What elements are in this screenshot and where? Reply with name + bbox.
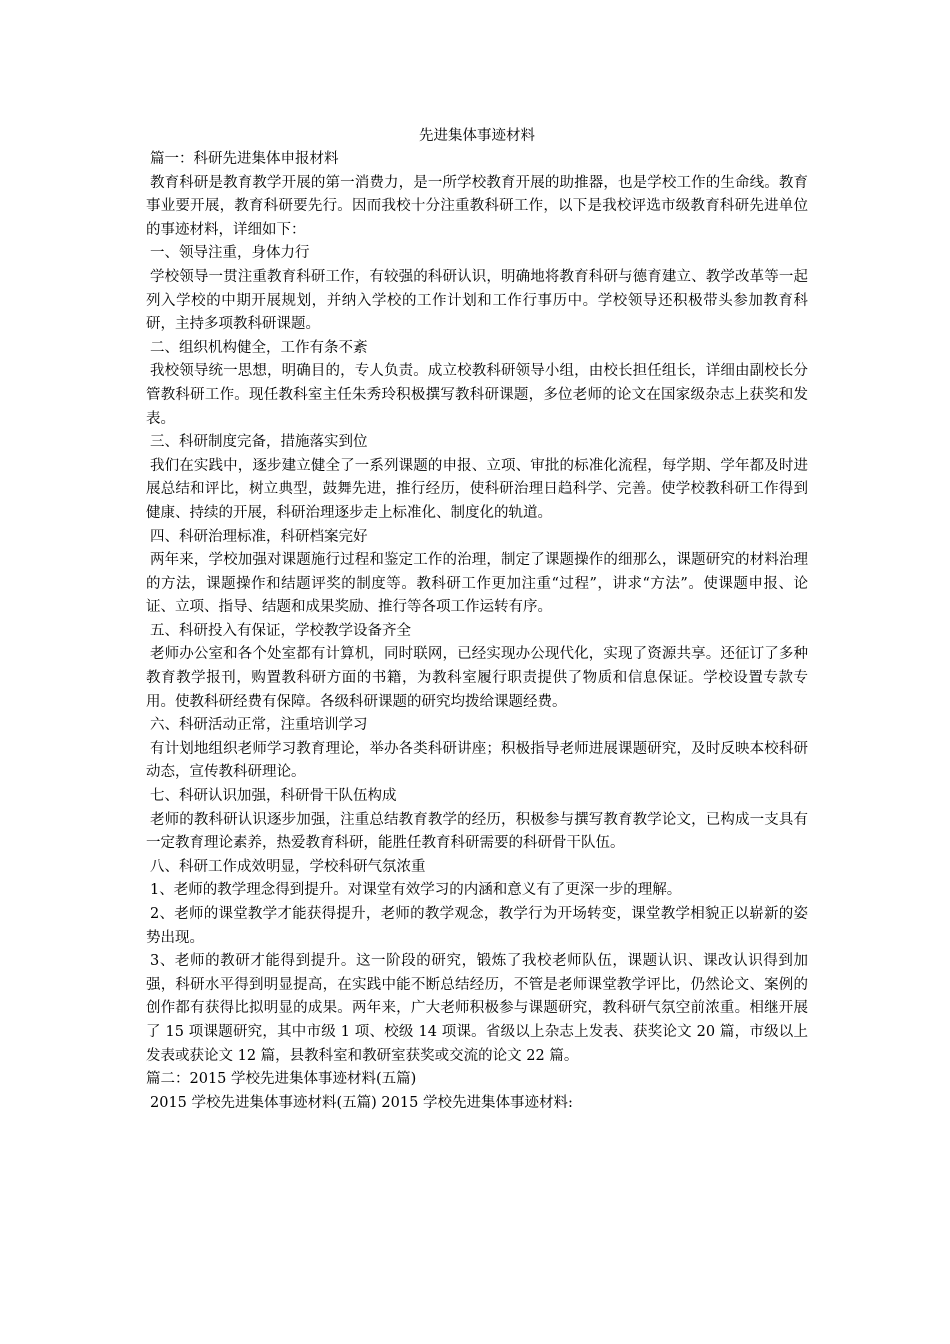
section-5-heading: 五、科研投入有保证，学校教学设备齐全 <box>150 622 411 639</box>
intro-paragraph: 教育科研是教育教学开展的第一消费力，是一所学校教育开展的助推器，也是学校工作的生命线。教育事业要开展，教育科研要先行。因而我校十分注重教科研工作，以下是我校评选市级教育科研先进单位的事迹材料，详细如下： <box>146 174 808 238</box>
part2-line: 2015 学校先进集体事迹材料(五篇) 2015 学校先进集体事迹材料: <box>150 1094 573 1111</box>
section-6-body: 有计划地组织老师学习教育理论，举办各类科研讲座；积极指导老师进展课题研究，及时反映本校科研动态，宣传教科研理论。 <box>146 740 808 781</box>
document-title: 先进集体事迹材料 <box>419 128 535 144</box>
section-3-heading: 三、科研制度完备，措施落实到位 <box>150 434 368 451</box>
section-4-heading: 四、科研治理标准，科研档案完好 <box>150 528 368 545</box>
section-3-body: 我们在实践中，逐步建立健全了一系列课题的申报、立项、审批的标准化流程，每学期、学年都及时进展总结和评比，树立典型，鼓舞先进，推行经历，使科研治理日趋科学、完善。使学校教科研工作得到健康、持续的开展，科研治理逐步走上标准化、制度化的轨道。 <box>146 457 808 521</box>
part1-heading: 篇一：科研先进集体申报材料 <box>150 151 339 167</box>
section-5-body: 老师办公室和各个处室都有计算机，同时联网，已经实现办公现代化，实现了资源共享。还征订了多种教育教学报刊，购置教科研方面的书籍，为教科室履行职责提供了物质和信息保证。学校设置专款专用。使教科研经费有保障。各级科研课题的研究均拨给课题经费。 <box>146 646 808 710</box>
section-4-body: 两年来，学校加强对课题施行过程和鉴定工作的治理，制定了课题操作的细那么，课题研究的材料治理的方法，课题操作和结题评奖的制度等。教科研工作更加注重“过程”，讲求“方法”。使课题申报、论证、立项、指导、结题和成果奖励、推行等各项工作运转有序。 <box>146 552 808 616</box>
section-8-item-2: 2、老师的课堂教学才能获得提升，老师的教学观念，教学行为开场转变，课堂教学相貌正以崭新的姿势出现。 <box>146 906 808 946</box>
section-6-heading: 六、科研活动正常，注重培训学习 <box>150 717 368 734</box>
part2-heading: 篇二：2015 学校先进集体事迹材料(五篇) <box>146 1071 417 1088</box>
document-page <box>146 124 808 1115</box>
section-8-item-1: 1、老师的教学理念得到提升。对课堂有效学习的内涵和意义有了更深一步的理解。 <box>150 882 682 899</box>
section-8-item-3: 3、老师的教研才能得到提升。这一阶段的研究，锻炼了我校老师队伍，课题认识、课改认识得到加强，科研水平得到明显提高，在实践中能不断总结经历，不管是老师课堂教学评比，仍然论文、案例的创作都有获得比拟明显的成果。两年来，广大老师积极参与课题研究，教科研气氛空前浓重。相继开展了 15 项课题研究，其中市级 1 项、校级 14 项课。省级以上杂志上发表、获奖论文 20 篇，市级以上发表或获论文 12 篇，县教科室和教研室获奖或交流的论文 22 篇。 <box>146 953 808 1064</box>
section-2-heading: 二、组织机构健全，工作有条不紊 <box>150 339 368 356</box>
section-8-heading: 八、科研工作成效明显，学校科研气氛浓重 <box>150 858 426 875</box>
section-2-body: 我校领导统一思想，明确目的，专人负责。成立校教科研领导小组，由校长担任组长，详细由副校长分管教科研工作。现任教科室主任朱秀玲积极撰写教科研课题，多位老师的论文在国家级杂志上获奖和发表。 <box>146 363 808 427</box>
section-1-body: 学校领导一贯注重教育科研工作，有较强的科研认识，明确地将教育科研与德育建立、教学改革等一起列入学校的中期开展规划，并纳入学校的工作计划和工作行事历中。学校领导还积极带头参加教育科研，主持多项教科研课题。 <box>146 268 808 333</box>
section-7-heading: 七、科研认识加强，科研骨干队伍构成 <box>150 788 397 805</box>
section-7-body: 老师的教科研认识逐步加强，注重总结教育教学的经历，积极参与撰写教育教学论文，已构成一支具有一定教育理论素养，热爱教育科研，能胜任教育科研需要的科研骨干队伍。 <box>146 811 808 852</box>
section-1-heading: 一、领导注重，身体力行 <box>150 245 310 262</box>
